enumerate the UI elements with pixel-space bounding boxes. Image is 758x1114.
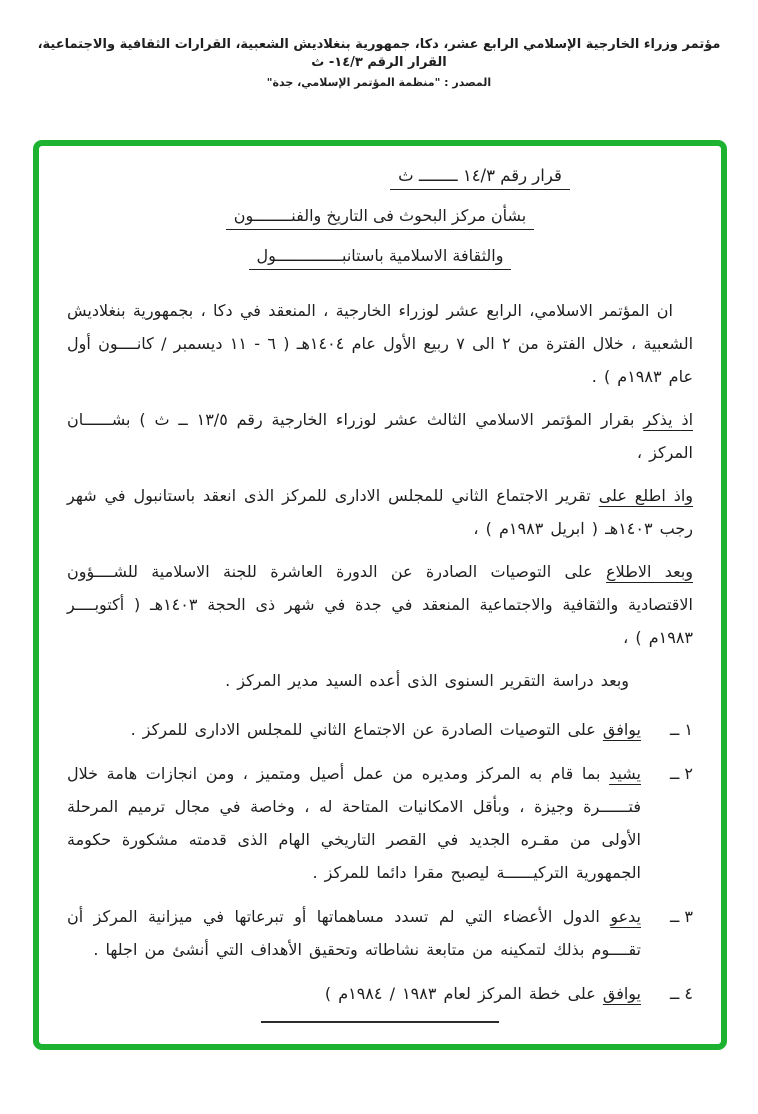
preamble-paragraph-5-text: وبعد دراسة التقرير السنوى الذى أعده السيد مدير المركز . [225, 671, 629, 690]
preamble-paragraph-3-lead: واذ اطلع على [598, 486, 694, 505]
resolution-title [167, 166, 758, 190]
preamble-paragraph-3-text: تقرير الاجتماع الثاني للمجلس الادارى للمركز الذى انعقد باستانبول في شهر رجب ١٤٠٣هـ ( ابريل ١٩٨٣م ) ، [67, 486, 693, 538]
preamble-paragraph-2-text: بقرار المؤتمر الاسلامي الثالث عشر لوزراء الخارجية رقم ١٣/٥ ــ ث ) بشــــــان المركز ، [67, 410, 693, 462]
decision-item-1-number: ١ ــ [669, 720, 693, 739]
decision-item-4 [67, 977, 693, 1010]
decision-item-3-body [67, 900, 641, 966]
subject-line-2-text: والثقافة الاسلامية باستانبــــــــــــــول [249, 246, 512, 270]
decision-item-3-number: ٣ ــ [669, 907, 693, 926]
decision-item-4-number: ٤ ــ [669, 984, 693, 1003]
preamble-paragraph-2 [67, 403, 693, 469]
footnote-rule [261, 1021, 499, 1023]
preamble-paragraph-1-text: ان المؤتمر الاسلامي، الرابع عشر لوزراء الخارجية ، المنعقد في دكا ، بجمهورية بنغلاديش الشعبية ، خلال الفترة من ٢ الى ٧ ربيع الأول عام ١٤٠٤هـ ( ٦ - ١١ ديسمبر / كانــــون أول عام ١٩٨٣م ) . [67, 301, 694, 386]
decision-item-3 [67, 900, 693, 966]
preamble-paragraph-4 [67, 555, 693, 654]
preamble-paragraph-4-lead: وبعد الاطلاع [606, 562, 693, 581]
decision-item-1-text: على التوصيات الصادرة عن الاجتماع الثاني للمجلس الادارى للمركز . [130, 720, 603, 739]
decision-item-2 [67, 757, 693, 889]
decision-item-3-lead: يدعو [610, 907, 641, 926]
preamble-paragraph-5 [67, 664, 629, 697]
decision-item-4-text: على خطة المركز لعام ١٩٨٣ / ١٩٨٤م ) [324, 984, 603, 1003]
preamble-paragraph-3 [67, 479, 693, 545]
decision-item-1-lead: يوافق [602, 720, 641, 739]
preamble-paragraph-2-lead: اذ يذكر [643, 410, 694, 429]
subject-line-1 [67, 206, 693, 230]
decision-item-2-body [67, 757, 641, 889]
preamble-paragraph-1 [67, 294, 693, 393]
document-green-frame [33, 140, 727, 1050]
source-line: المصدر : "منظمة المؤتمر الإسلامي، جدة" [266, 76, 492, 89]
decision-item-2-number: ٢ ــ [669, 764, 693, 783]
preamble-paragraph-4-text: على التوصيات الصادرة عن الدورة العاشرة للجنة الاسلامية للشــــؤون الاقتصادية والثقافية والاجتماعية المنعقد في جدة في شهر ذى الحجة ١٤٠٣هـ ( أكتوبــــر ١٩٨٣م ) ، [67, 562, 693, 647]
decision-item-2-lead: يشيد [609, 764, 641, 783]
decision-item-1-body [67, 713, 641, 746]
decision-item-1 [67, 713, 693, 746]
conference-header-line: مؤتمر وزراء الخارجية الإسلامي الرابع عشر، دكا، جمهورية بنغلاديش الشعبية، القرارات الثقافية والاجتماعية، القرار الرقم ١٤/٣- ث [37, 37, 721, 70]
decision-item-4-lead: يوافق [602, 984, 641, 1003]
subject-line-2 [67, 246, 693, 270]
resolution-title-text: قرار رقم ١٤/٣ ــــــــ ث [390, 166, 570, 190]
decision-item-4-body [67, 977, 641, 1010]
decision-item-2-text: بما قام به المركز ومديره من عمل أصيل ومتميز ، ومن انجازات هامة خلال فتــــــرة وجيزة ، وبأقل الامكانيات المتاحة له ، وخاصة في مجال ترميم المرحلة الأولى من مقـره الجديد في القصر التاريخي الهام الذى قدمته مشكورة حكومة الجمهورية التركيــــــة ليصبح مقرا دائما للمركز . [67, 764, 641, 882]
subject-line-1-text: بشأن مركز البحوث فى التاريخ والفنــــــــون [226, 206, 534, 230]
scanned-document-page [0, 36, 758, 1114]
decision-item-3-text: الدول الأعضاء التي لم تسدد مساهماتها أو تبرعاتها في ميزانية المركز أن تقــــوم بذلك لتمكينه من متابعة نشاطاته وتحقيق الأهداف التي أنشئ من اجلها . [67, 907, 641, 959]
